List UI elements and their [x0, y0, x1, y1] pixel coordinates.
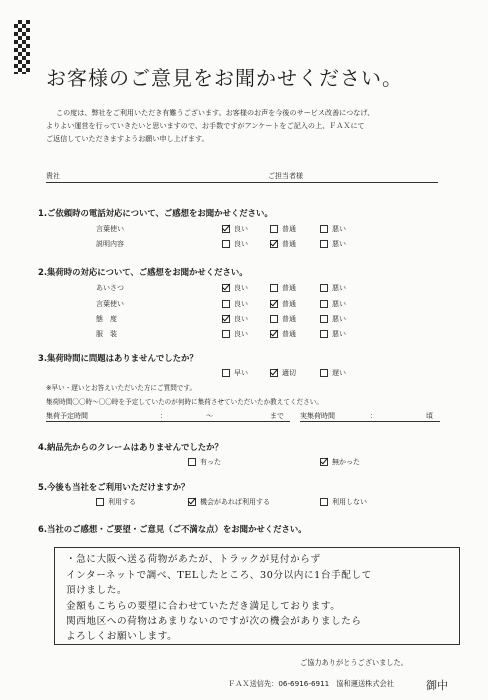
- actual-colon: ：: [370, 412, 377, 420]
- q3-option-late[interactable]: 遅い: [320, 368, 346, 378]
- q3-option-early[interactable]: 早い: [222, 368, 248, 378]
- checkbox-checked[interactable]: [270, 369, 278, 377]
- q3-note-1: ※早い・遅いとお答えいただいた方にご質問です。: [46, 384, 197, 392]
- checkbox-checked[interactable]: [270, 300, 278, 308]
- q2-row2-option-bad[interactable]: 悪い: [320, 299, 346, 309]
- q5-option-if-chance[interactable]: 機会があれば利用する: [188, 497, 270, 507]
- q2-row1-option-normal[interactable]: 普通: [270, 283, 296, 293]
- q2-row3-option-bad[interactable]: 悪い: [320, 314, 346, 324]
- q1-row1-option-normal[interactable]: 普通: [270, 224, 296, 234]
- checkbox[interactable]: [320, 498, 328, 506]
- q2-row4-option-good[interactable]: 良い: [222, 329, 248, 339]
- checker-mark: [14, 20, 30, 74]
- intro-text: [46, 106, 466, 145]
- q2-row1-option-good[interactable]: 良い: [222, 283, 248, 293]
- q4-option-yes[interactable]: 有った: [188, 457, 221, 467]
- fax-destination: ＦＡＸ送信先：06-6916-6911 協和運送株式会社: [228, 679, 394, 688]
- q2-row3-option-normal[interactable]: 普通: [270, 314, 296, 324]
- q1-row-label: 言葉使い: [96, 225, 124, 233]
- checkbox-checked[interactable]: [222, 225, 230, 233]
- question-3: 3.集荷時間に問題はありませんでしたか？: [38, 353, 198, 363]
- q1-row2-option-bad[interactable]: 悪い: [320, 239, 346, 249]
- checkbox[interactable]: [270, 284, 278, 292]
- scheduled-time-label: 集荷予定時間: [46, 412, 88, 420]
- comment-line: 関西地区への荷物はあまりないのですが次の機会がありましたら: [66, 616, 362, 627]
- intro-line: ご返信していただきますようお願い申し上げます。: [46, 134, 209, 143]
- q5-option-not-use[interactable]: 利用しない: [320, 497, 367, 507]
- comment-line: 頂けました。: [66, 585, 128, 596]
- checkbox-checked[interactable]: [320, 458, 328, 466]
- question-5: 5.今後も当社をご利用いただけますか？: [38, 482, 190, 492]
- checkbox[interactable]: [222, 300, 230, 308]
- q4-option-no[interactable]: 無かった: [320, 457, 360, 467]
- contact-label: ご担当者様: [268, 172, 303, 180]
- actual-hour-suffix: 頃: [426, 412, 433, 420]
- intro-line: よりよい運営を行っていきたいと思いますので、お手数ですがアンケートをご記入の上、ＦＡＸにて: [46, 121, 365, 130]
- checkbox[interactable]: [222, 330, 230, 338]
- question-4: 4.納品先からのクレームはありませんでしたか？: [38, 442, 223, 452]
- checkbox-checked[interactable]: [270, 330, 278, 338]
- q2-row-label: 態 度: [96, 315, 117, 323]
- checkbox-checked[interactable]: [188, 498, 196, 506]
- comment-line: 金額もこちらの要望に合わせていただき満足しております。: [66, 601, 341, 612]
- q2-row3-option-good[interactable]: 良い: [222, 314, 248, 324]
- intro-line: この度は、弊社をご利用いただき有難うございます。お客様のお声を今後のサービス改善につなげ、: [56, 108, 375, 117]
- comment-line: よろしくお願いします。: [66, 631, 178, 642]
- question-1: 1.ご依頼時の電話対応について、ご感想をお聞かせください。: [38, 208, 273, 218]
- q2-row2-option-normal[interactable]: 普通: [270, 299, 296, 309]
- q2-row4-option-normal[interactable]: 普通: [270, 329, 296, 339]
- q2-row-label: 服 装: [96, 330, 117, 338]
- checkbox[interactable]: [222, 369, 230, 377]
- q1-row2-option-normal[interactable]: 普通: [270, 239, 296, 249]
- checkbox[interactable]: [320, 369, 328, 377]
- actual-time-label: 実集荷時間: [300, 412, 335, 420]
- q2-row1-option-bad[interactable]: 悪い: [320, 283, 346, 293]
- q1-row-label: 説明内容: [96, 240, 124, 248]
- comment-line: ・急に大阪へ送る荷物があたが、トラックが見付からず: [66, 554, 321, 565]
- checkbox[interactable]: [270, 225, 278, 233]
- thanks-text: ご協力ありがとうございました。: [300, 658, 408, 667]
- q3-option-appropriate[interactable]: 適切: [270, 368, 296, 378]
- checkbox[interactable]: [96, 498, 104, 506]
- q3-note-2: 集荷時間〇〇時〜〇〇時を予定していたのが何時に集荷させていただいたか教えてください。: [46, 398, 323, 406]
- checkbox[interactable]: [320, 330, 328, 338]
- checkbox[interactable]: [320, 240, 328, 248]
- comment-line: インターネットで調べ、TELしたところ、30分以内に1台手配して: [66, 570, 372, 581]
- q2-row2-option-good[interactable]: 良い: [222, 299, 248, 309]
- scheduled-until: まで: [270, 412, 284, 420]
- q2-row4-option-bad[interactable]: 悪い: [320, 329, 346, 339]
- company-underline: [46, 182, 438, 183]
- scheduled-colon: ：: [160, 412, 167, 420]
- checkbox[interactable]: [270, 315, 278, 323]
- question-2: 2.集荷時の対応について、ご感想をお聞かせください。: [38, 267, 248, 277]
- checkbox-checked[interactable]: [222, 284, 230, 292]
- checkbox-checked[interactable]: [222, 315, 230, 323]
- checkbox[interactable]: [222, 240, 230, 248]
- q2-row-label: 言葉使い: [96, 300, 124, 308]
- q5-option-use[interactable]: 利用する: [96, 497, 136, 507]
- checkbox[interactable]: [188, 458, 196, 466]
- q1-row2-option-good[interactable]: 良い: [222, 239, 248, 249]
- company-label: 貴社: [46, 172, 60, 180]
- checkbox[interactable]: [320, 225, 328, 233]
- checkbox[interactable]: [320, 300, 328, 308]
- checkbox[interactable]: [320, 315, 328, 323]
- question-6: 6.当社のご感想・ご要望・ご意見（ご不満な点）をお聞かせください。: [38, 524, 307, 534]
- tilde: 〜: [206, 412, 213, 420]
- q2-row-label: あいさつ: [96, 284, 124, 292]
- checkbox-checked[interactable]: [270, 240, 278, 248]
- page-title: お客様のご意見をお聞かせください。: [46, 66, 403, 90]
- actual-underline: [300, 421, 440, 422]
- attention-stamp: 御中: [426, 679, 448, 692]
- q1-row1-option-good[interactable]: 良い: [222, 224, 248, 234]
- q1-row1-option-bad[interactable]: 悪い: [320, 224, 346, 234]
- checkbox[interactable]: [320, 284, 328, 292]
- scheduled-underline: [46, 421, 290, 422]
